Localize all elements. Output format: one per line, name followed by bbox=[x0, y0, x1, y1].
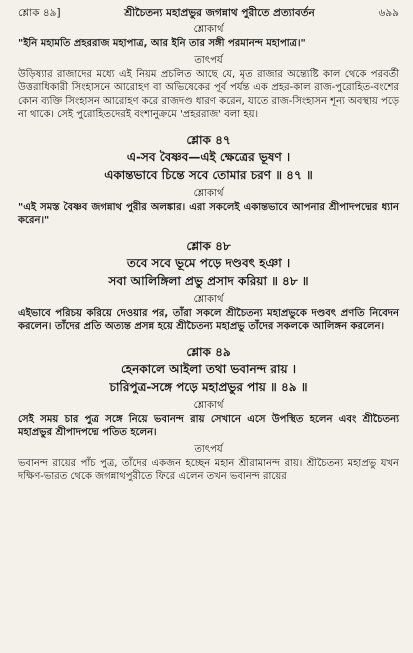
translation-paragraph: "ইনি মহামতি প্রহররাজ মহাপাত্র, আর ইনি তার সঙ্গী পরমানন্দ মহাপাত্র।" bbox=[18, 38, 306, 49]
section-label: তাৎপর্য bbox=[194, 443, 223, 455]
verse-number-heading: শ্লোক ৪৮ bbox=[186, 238, 231, 253]
verse-line: হেনকালে আইলা তথা ভবানন্দ রায় । bbox=[120, 361, 297, 376]
section-label: শ্লোকার্থ bbox=[193, 24, 224, 35]
translation-paragraph: সেই সময় চার পুত্র সঙ্গে নিয়ে ভবানন্দ রায় সেখানে এসে উপস্থিত হলেন এবং শ্রীচৈতন্য মহাপ্রভুর শ্রীপাদপদ্মে পতিত হলেন। bbox=[18, 413, 399, 438]
translation-paragraph: এইভাবে পরিচয় করিয়ে দেওয়ার পর, তাঁরা সকলে শ্রীচৈতন্য মহাপ্রভুকে দণ্ডবৎ প্রণতি নিবেদন করলেন। তাঁদের প্রতি অত্যন্ত প্রসন্ন হয়ে শ্রীচৈতন্য মহাপ্রভু তাঁদের সকলকে আলিঙ্গন করলেন। bbox=[18, 307, 399, 332]
page-content bbox=[18, 23, 399, 484]
verse-line: চারিপুত্র-সঙ্গে পড়ে মহাপ্রভুর পায় ॥ ৪৯ ॥ bbox=[109, 379, 308, 394]
purport-paragraph: উড়িষ্যার রাজাদের মধ্যে এই নিয়ম প্রচলিত আছে যে, মৃত রাজার অন্ত্যেষ্টি কাল থেকে পরবর্তী উত্তরাধিকারী সিংহাসনে আরোহণ বা অভিষেকের পূর্ব পর্যন্ত এক প্রহর-কাল রাজ-পুরোহিত-বংশের কোন ব্যক্তি সিংহাসন আরোহণ করে রাজদণ্ড ধারণ করেন, যাতে রাজ-সিংহাসন শূন্য অবস্থায় পড়ে না থাকে। সেই পুরোহিতদেরই বংশানুক্রমে 'প্রহররাজ' বলা হয়। bbox=[18, 68, 399, 120]
section-label: শ্লোকার্থ bbox=[193, 399, 224, 411]
section-label: শ্লোকার্থ bbox=[193, 293, 224, 305]
verse-number-heading: শ্লোক ৪৯ bbox=[186, 344, 231, 359]
page-header bbox=[18, 6, 399, 20]
section-label: তাৎপর্য bbox=[194, 54, 223, 66]
verse-number-heading: শ্লোক ৪৭ bbox=[186, 132, 231, 147]
verse-line: এ-সব বৈষ্ণব—এই ক্ষেত্রের ভূষণ । bbox=[126, 149, 291, 164]
header-chapter-title: শ্রীচৈতন্য মহাপ্রভুর জগন্নাথ পুরীতে প্রত্যাবর্তন bbox=[124, 7, 315, 19]
translation-paragraph: "এই সমস্ত বৈষ্ণব জগন্নাথ পুরীর অলঙ্কার। এরা সকলেই একান্তভাবে আপনার শ্রীপাদপদ্মের ধ্যান করেন।" bbox=[18, 201, 399, 226]
header-section-label: শ্লোক ৪৯] bbox=[18, 7, 61, 19]
verse-line: তবে সবে ভূমে পড়ে দণ্ডবৎ হঞা । bbox=[126, 255, 291, 270]
verse-line: একান্তভাবে চিন্তে সবে তোমার চরণ ॥ ৪৭ ॥ bbox=[104, 167, 313, 182]
purport-paragraph: ভবানন্দ রায়ের পাঁচ পুত্র, তাঁদের একজন হচ্ছেন মহান শ্রীরামানন্দ রায়। শ্রীচৈতন্য মহাপ্রভু যখন দক্ষিণ-ভারত থেকে জগন্নাথপুরীতে ফিরে এলেন তখন ভবানন্দ রায়ের bbox=[18, 457, 399, 482]
section-label: শ্লোকার্থ bbox=[193, 187, 224, 199]
verse-line: সবা আলিঙ্গিলা প্রভু প্রসাদ করিয়া ॥ ৪৮ ॥ bbox=[108, 273, 309, 288]
page-number: ৬৯৯ bbox=[378, 7, 399, 19]
